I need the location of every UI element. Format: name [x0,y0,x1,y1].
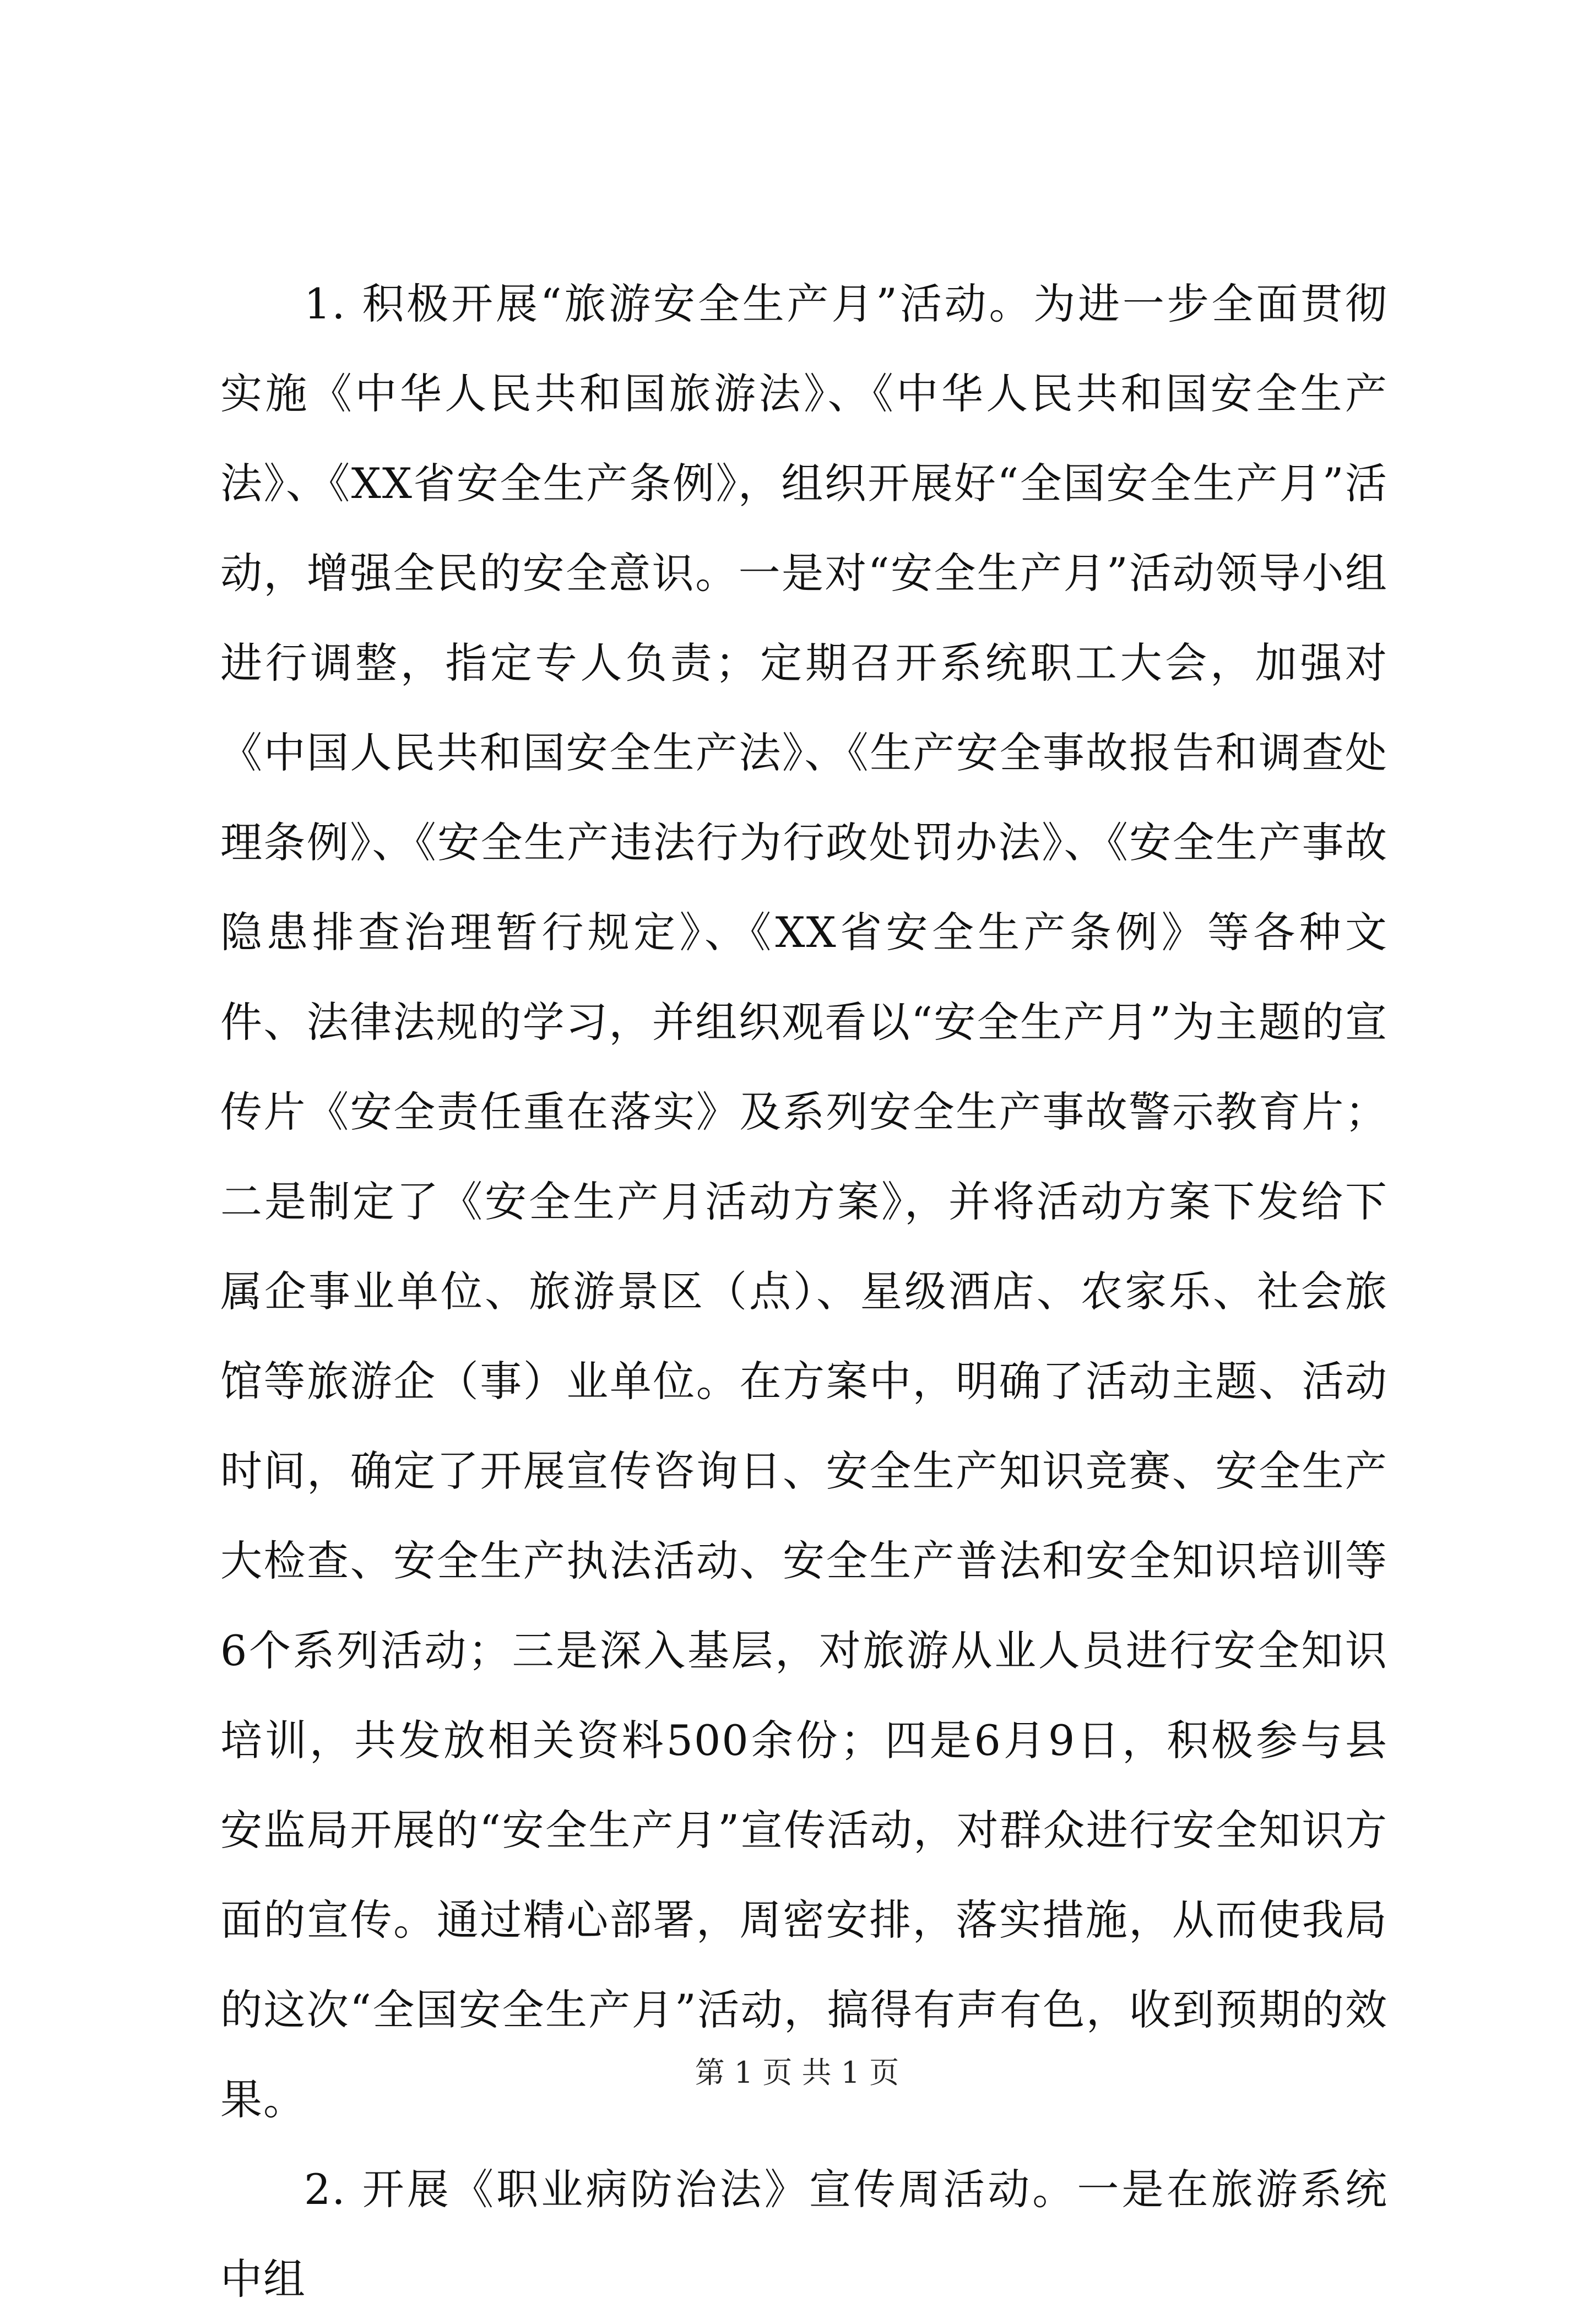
paragraph-2: 2. 开展《职业病防治法》宣传周活动。一是在旅游系统中组 [220,2165,1388,2304]
document-body [220,259,1388,2324]
page-footer: 第 1 页 共 1 页 [695,2055,899,2090]
paragraph-1: 1. 积极开展“旅游安全生产月”活动。为进一步全面贯彻实施《中华人民共和国旅游法》、《中华人民共和国安全生产法》、《XX省安全生产条例》，组织开展好“全国安全生产月”活动，增强全民的安全意识。一是对“安全生产月”活动领导小组进行调整，指定专人负责；定期召开系统职工大会，加强对《中国人民共和国安全生产法》、《生产安全事故报告和调查处理条例》、《安全生产违法行为行政处罚办法》、《安全生产事故隐患排查治理暂行规定》、《XX省安全生产条例》等各种文件、法律法规的学习，并组织观看以“安全生产月”为主题的宣传片《安全责任重在落实》及系列安全生产事故警示教育片；二是制定了《安全生产月活动方案》，并将活动方案下发给下属企事业单位、旅游景区（点）、星级酒店、农家乐、社会旅馆等旅游企（事）业单位。在方案中，明确了活动主题、活动时间，确定了开展宣传咨询日、安全生产知识竞赛、安全生产大检查、安全生产执法活动、安全生产普法和安全知识培训等6个系列活动；三是深入基层，对旅游从业人员进行安全知识培训，共发放相关资料500余份；四是6月9日，积极参与县安监局开展的“安全生产月”宣传活动，对群众进行安全知识方面的宣传。通过精心部署，周密安排，落实措施，从而使我局的这次“全国安全生产月”活动，搞得有声有色，收到预期的效果。 [220,279,1388,2124]
